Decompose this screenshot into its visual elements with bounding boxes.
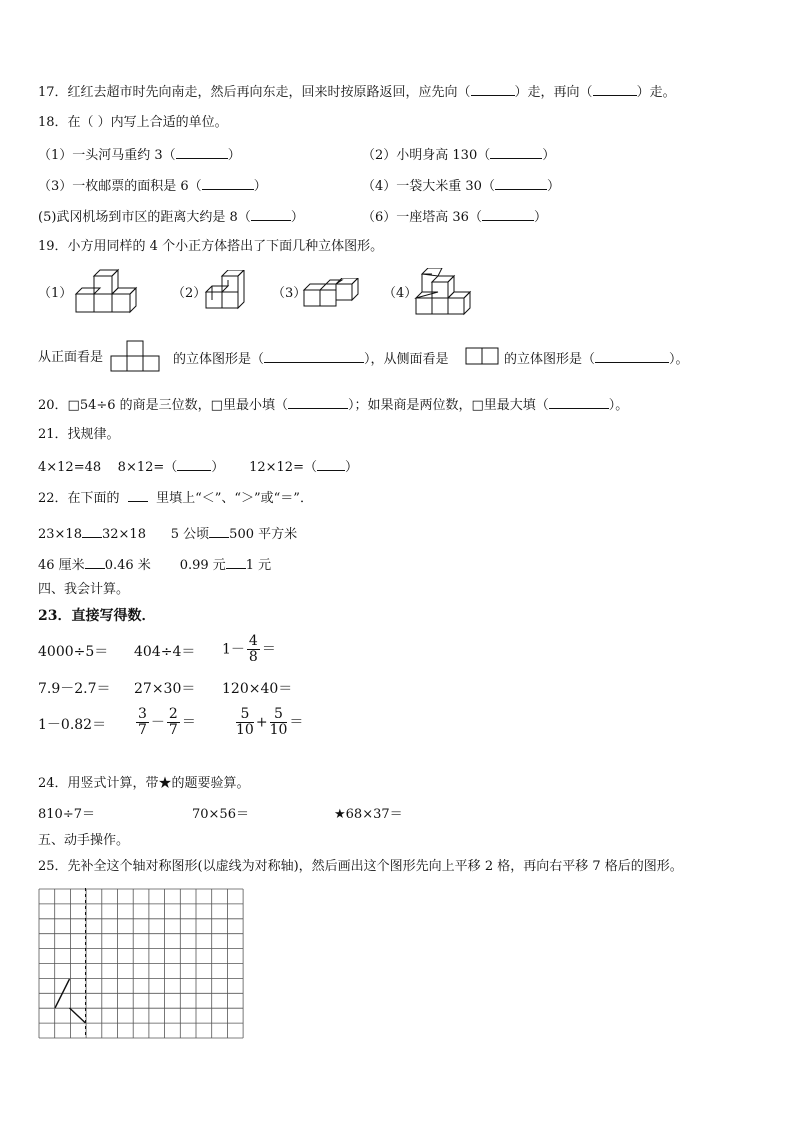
q19-figure-3 <box>302 278 364 312</box>
q18-item-3: （3）一枚邮票的面积是 6（ ） <box>38 176 267 196</box>
q23-a2: 404÷4＝ <box>134 644 196 660</box>
q17-blank-1[interactable] <box>471 82 515 96</box>
q19-figure-1 <box>74 268 144 316</box>
q18-blank-4[interactable] <box>495 176 547 190</box>
q19-label-2: （2） <box>172 286 207 301</box>
q22-blank-4[interactable] <box>226 555 246 569</box>
q19-front-text: 从正面看是 <box>38 350 104 365</box>
question-23-title: 23．直接写得数． <box>38 608 156 624</box>
q23-a3: 1－ $\frac{4}{8}$ ＝ <box>222 633 276 665</box>
q18-item-1: （1）一头河马重约 3（ ） <box>38 145 241 165</box>
q18-blank-6[interactable] <box>482 207 534 221</box>
section-5-heading: 五、动手操作。 <box>38 833 130 848</box>
question-21-title: 21．找规律。 <box>38 427 120 442</box>
q19-front-after: 的立体图形是（ ），从侧面看是 <box>173 349 449 369</box>
question-17 <box>38 82 676 102</box>
q18-blank-5[interactable] <box>251 207 291 221</box>
question-20: 20．□54÷6 的商是三位数，□里最小填（ ）；如果商是两位数，□里最大填（ ）。 <box>38 395 628 415</box>
q21-exprs: 4×12=48 8×12=（ ） 12×12=（ ） <box>38 457 358 477</box>
q23-c2: $\frac{3}{7}$ － $\frac{2}{7}$ ＝ <box>138 706 196 738</box>
q22-blank-2[interactable] <box>209 524 229 538</box>
q22-blank-3[interactable] <box>85 555 105 569</box>
q23-c3: $\frac{5}{10}$ + $\frac{5}{10}$ ＝ <box>236 706 304 738</box>
q18-blank-1[interactable] <box>176 145 228 159</box>
q23-b2: 27×30＝ <box>134 681 196 697</box>
q20-blank-1[interactable] <box>288 395 348 409</box>
q19-label-4: （4） <box>383 286 418 301</box>
side-view-shape <box>465 347 499 365</box>
q17-text: 17．红红去超市时先向南走，然后再向东走，回来时按原路返回，应先向（ <box>38 85 471 100</box>
question-25-title: 25．先补全这个轴对称图形(以虚线为对称轴)，然后画出这个图形先向上平移 2 格，再向右平移 7 格后的图形。 <box>38 859 683 874</box>
q23-b3: 120×40＝ <box>222 681 293 697</box>
q18-blank-3[interactable] <box>202 176 254 190</box>
q18-item-5: (5)武冈机场到市区的距离大约是 8（ ） <box>38 207 304 227</box>
q19-label-1: （1） <box>38 286 73 301</box>
front-view-shape <box>110 340 160 372</box>
q18-blank-2[interactable] <box>490 145 542 159</box>
question-24-title: 24．用竖式计算，带★的题要验算。 <box>38 776 250 791</box>
q17-end: ）走。 <box>636 85 676 100</box>
q24-e3: ★68×37＝ <box>334 807 403 822</box>
q18-item-4: （4）一袋大米重 30（ ） <box>362 176 560 196</box>
q17-mid: ）走，再向（ <box>514 85 593 100</box>
question-22-title: 22．在下面的 里填上“＜”、“＞”或“＝”． <box>38 488 313 508</box>
q21-blank-2[interactable] <box>317 457 345 471</box>
q19-figure-2 <box>202 270 252 316</box>
q19-blank-2[interactable] <box>595 349 669 363</box>
q17-blank-2[interactable] <box>593 82 637 96</box>
q23-b1: 7.9－2.7＝ <box>38 681 111 697</box>
question-18-title: 18．在（ ）内写上合适的单位。 <box>38 115 228 130</box>
q24-e2: 70×56＝ <box>192 807 249 822</box>
q19-question-line <box>38 349 103 367</box>
drawing-grid[interactable] <box>38 888 244 1040</box>
q19-label-3: （3） <box>272 286 307 301</box>
q23-c1: 1－0.82＝ <box>38 717 107 733</box>
q22-row-1: 23×18 32×18 5 公顷 500 平方米 <box>38 524 297 544</box>
q22-row-2: 46 厘米 0.46 米 0.99 元 1 元 <box>38 555 271 575</box>
q18-item-2: （2）小明身高 130（ ） <box>362 145 555 165</box>
q21-blank-1[interactable] <box>177 457 211 471</box>
q19-figure-4 <box>414 268 474 318</box>
q19-side-after: 的立体图形是（ ）。 <box>504 349 689 369</box>
q20-blank-2[interactable] <box>549 395 609 409</box>
q22-blank-1[interactable] <box>82 524 102 538</box>
q19-blank-1[interactable] <box>264 349 364 363</box>
section-4-heading: 四、我会计算。 <box>38 582 130 597</box>
q18-item-6: （6）一座塔高 36（ ） <box>362 207 547 227</box>
q24-e1: 810÷7＝ <box>38 807 95 822</box>
question-19-title: 19．小方用同样的 4 个小正方体搭出了下面几种立体图形。 <box>38 239 384 254</box>
q22-sample-blank <box>128 488 148 502</box>
q23-a1: 4000÷5＝ <box>38 644 109 660</box>
